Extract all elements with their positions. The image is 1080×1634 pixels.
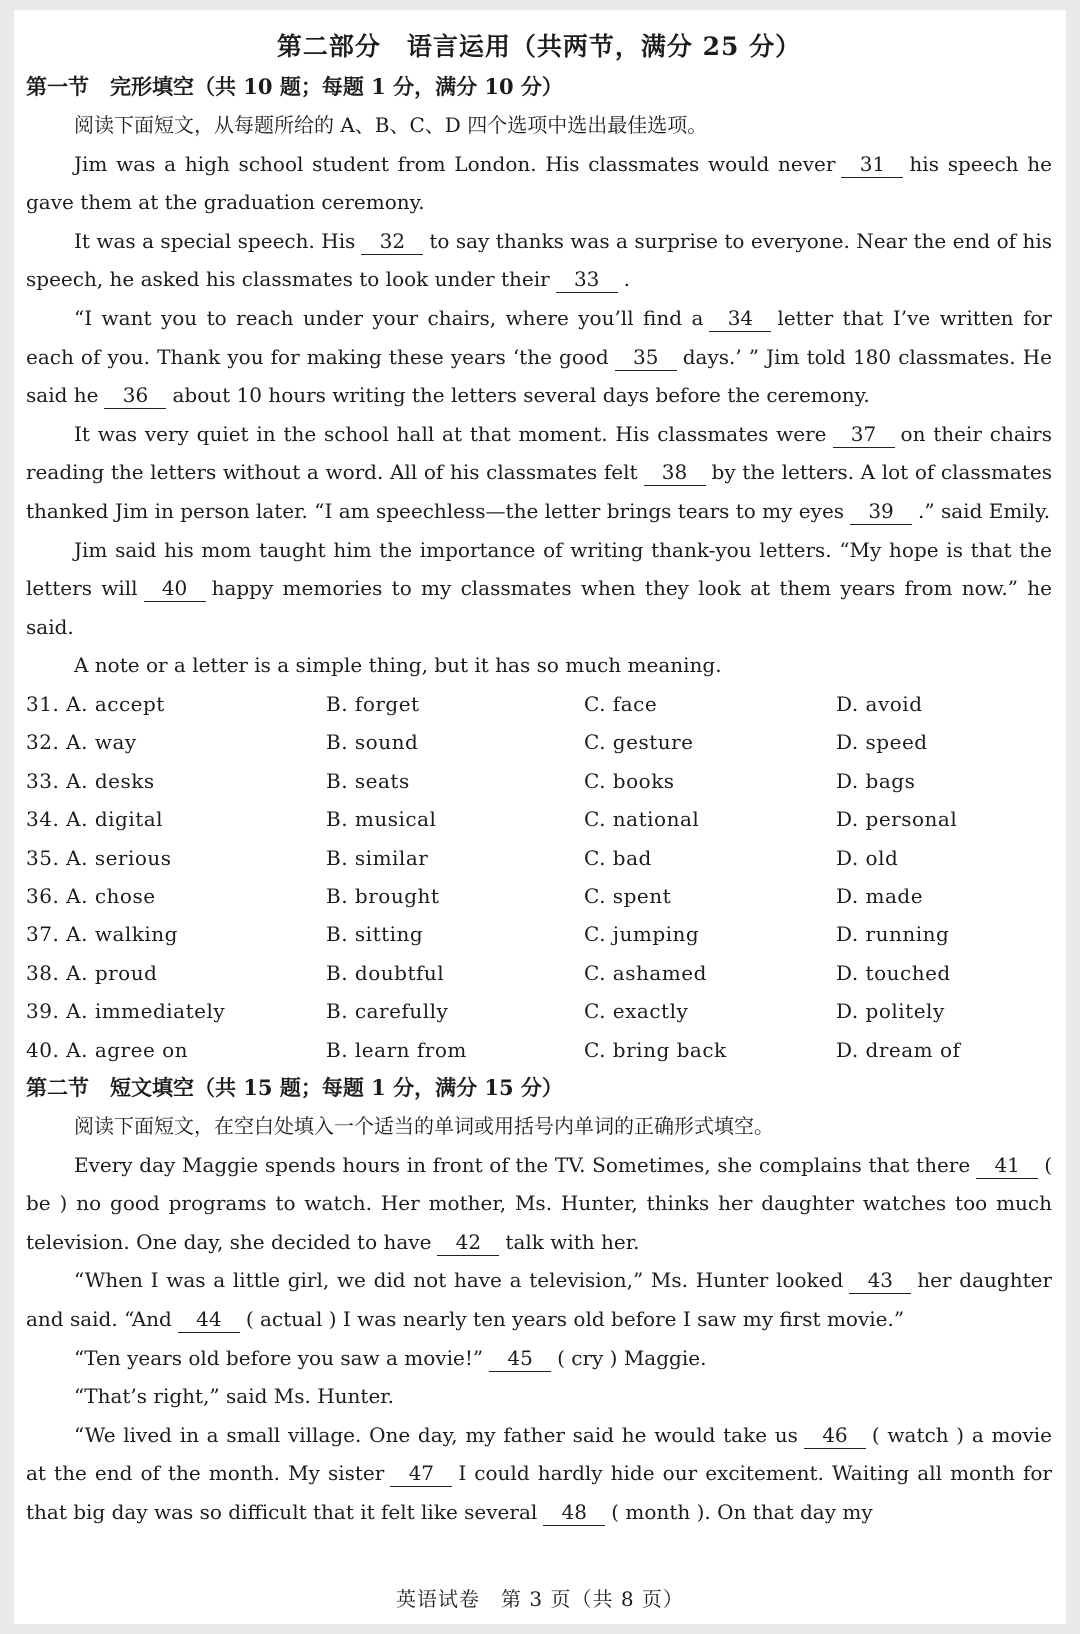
option-c[interactable]: C. exactly: [584, 999, 689, 1024]
option-a[interactable]: 40. A. agree on: [26, 1037, 189, 1062]
page-footer: 英语试卷 第 3 页（共 8 页）: [396, 1587, 684, 1611]
blank-45[interactable]: 45: [489, 1345, 551, 1372]
option-c[interactable]: C. gesture: [584, 730, 694, 755]
option-a[interactable]: 35. A. serious: [26, 845, 172, 870]
option-row-31: [26, 685, 1052, 723]
fill-paragraph-5: “We lived in a small village. One day, my father said he would take us 46 ( watch ) a movie at the end of the month. My sister 47 I could hardly hide our excitement. Waiting all month for that big day was so difficult that it felt like several 48 ( month ). On that day my: [26, 1422, 1052, 1524]
blank-40[interactable]: 40: [144, 575, 206, 602]
option-d[interactable]: D. touched: [836, 960, 951, 985]
section1-heading: 第一节 完形填空（共 10 题；每题 1 分，满分 10 分）: [26, 74, 563, 99]
cloze-paragraph-1: Jim was a high school student from London. His classmates would never 31 his speech he gave them at the graduation ceremony.: [26, 151, 1052, 215]
fill-paragraph-3: “Ten years old before you saw a movie!” 45 ( cry ) Maggie.: [74, 1345, 707, 1370]
section2-heading: 第二节 短文填空（共 15 题；每题 1 分，满分 15 分）: [26, 1074, 563, 1100]
blank-48[interactable]: 48: [543, 1499, 605, 1526]
blank-37[interactable]: 37: [833, 421, 895, 448]
blank-46[interactable]: 46: [804, 1422, 866, 1449]
option-row-32: [26, 723, 1052, 761]
cloze-options: [26, 685, 1052, 1069]
option-d[interactable]: D. personal: [836, 807, 958, 832]
option-a[interactable]: 36. A. chose: [26, 883, 156, 908]
blank-43[interactable]: 43: [849, 1267, 911, 1294]
option-a[interactable]: 32. A. way: [26, 730, 137, 755]
option-c[interactable]: C. bad: [584, 845, 652, 870]
fill-paragraph-4: “That’s right,” said Ms. Hunter.: [74, 1384, 394, 1409]
option-b[interactable]: B. musical: [326, 807, 437, 832]
blank-39[interactable]: 39: [850, 498, 912, 525]
cloze-paragraph-5: Jim said his mom taught him the importance of writing thank-you letters. “My hope is that the letters will 40 happy memories to my classmates when they look at them years from now.” he said.: [26, 537, 1053, 639]
cloze-paragraph-3: “I want you to reach under your chairs, where you’ll find a 34 letter that I’ve written for each of you. Thank you for making these years ‘the good 35 days.’ ” Jim told 180 classmates. He said he 36 about 10 hours writing the letters several days before the ceremony.: [26, 305, 1052, 408]
option-d[interactable]: D. avoid: [836, 691, 923, 716]
option-b[interactable]: B. forget: [326, 691, 420, 716]
fill-paragraph-1: Every day Maggie spends hours in front of the TV. Sometimes, she complains that there 41 ( be ) no good programs to watch. Her mother, Ms. Hunter, thinks her daughter watches too much television. One day, she decided to have 42 talk with her.: [26, 1152, 1052, 1254]
option-b[interactable]: B. similar: [326, 845, 429, 870]
blank-47[interactable]: 47: [390, 1460, 452, 1487]
option-d[interactable]: D. politely: [836, 999, 945, 1024]
section1-instruction: 阅读下面短文，从每题所给的 A、B、C、D 四个选项中选出最佳选项。: [74, 113, 708, 137]
option-c[interactable]: C. books: [584, 768, 675, 793]
option-row-37: [26, 915, 1052, 953]
option-a[interactable]: 38. A. proud: [26, 960, 158, 985]
option-a[interactable]: 37. A. walking: [26, 922, 178, 947]
option-a[interactable]: 31. A. accept: [26, 691, 165, 716]
exam-page: [14, 10, 1066, 1624]
section2-instruction: 阅读下面短文，在空白处填入一个适当的单词或用括号内单词的正确形式填空。: [74, 1113, 774, 1138]
option-row-38: [26, 954, 1052, 992]
option-c[interactable]: C. national: [584, 807, 700, 832]
option-d[interactable]: D. dream of: [836, 1037, 961, 1062]
option-d[interactable]: D. bags: [836, 768, 916, 793]
blank-35[interactable]: 35: [615, 344, 677, 371]
option-a[interactable]: 39. A. immediately: [26, 999, 226, 1024]
option-d[interactable]: D. made: [836, 883, 924, 908]
blank-36[interactable]: 36: [104, 382, 166, 409]
option-c[interactable]: C. face: [584, 691, 658, 716]
option-row-39: [26, 992, 1052, 1030]
option-b[interactable]: B. seats: [326, 768, 410, 793]
option-d[interactable]: D. running: [836, 922, 950, 947]
option-b[interactable]: B. learn from: [326, 1037, 467, 1062]
option-row-40: [26, 1031, 1052, 1069]
blank-33[interactable]: 33: [556, 266, 618, 293]
blank-44[interactable]: 44: [178, 1306, 240, 1333]
cloze-paragraph-2: It was a special speech. His 32 to say thanks was a surprise to everyone. Near the end of his speech, he asked his classmates to look under their 33 .: [26, 228, 1052, 292]
option-b[interactable]: B. brought: [326, 883, 440, 908]
option-row-33: [26, 762, 1052, 800]
blank-32[interactable]: 32: [361, 228, 423, 255]
option-d[interactable]: D. old: [836, 845, 899, 870]
option-row-34: [26, 800, 1052, 838]
blank-38[interactable]: 38: [644, 459, 706, 486]
option-b[interactable]: B. sitting: [326, 922, 424, 947]
blank-31[interactable]: 31: [841, 151, 903, 178]
option-c[interactable]: C. bring back: [584, 1037, 727, 1062]
option-c[interactable]: C. spent: [584, 883, 672, 908]
cloze-paragraph-4: It was very quiet in the school hall at that moment. His classmates were 37 on their chairs reading the letters without a word. All of his classmates felt 38 by the letters. A lot of classmates thanked Jim in person later. “I am speechless—the letter brings tears to my eyes 39 .” said Emily.: [26, 421, 1052, 523]
option-row-36: [26, 877, 1052, 915]
option-a[interactable]: 33. A. desks: [26, 768, 155, 793]
option-row-35: [26, 839, 1052, 877]
option-b[interactable]: B. sound: [326, 730, 419, 755]
blank-41[interactable]: 41: [976, 1152, 1038, 1179]
page-title: 第二部分 语言运用（共两节，满分 25 分）: [276, 32, 802, 61]
blank-34[interactable]: 34: [709, 305, 771, 332]
option-b[interactable]: B. doubtful: [326, 960, 445, 985]
option-a[interactable]: 34. A. digital: [26, 807, 164, 832]
blank-42[interactable]: 42: [437, 1229, 499, 1256]
cloze-paragraph-6: A note or a letter is a simple thing, but it has so much meaning.: [74, 653, 722, 678]
option-c[interactable]: C. jumping: [584, 922, 700, 947]
option-d[interactable]: D. speed: [836, 730, 928, 755]
option-c[interactable]: C. ashamed: [584, 960, 707, 985]
option-b[interactable]: B. carefully: [326, 999, 449, 1024]
fill-paragraph-2: “When I was a little girl, we did not have a television,” Ms. Hunter looked 43 her daughter and said. “And 44 ( actual ) I was nearly ten years old before I saw my first movie.”: [26, 1268, 1053, 1331]
